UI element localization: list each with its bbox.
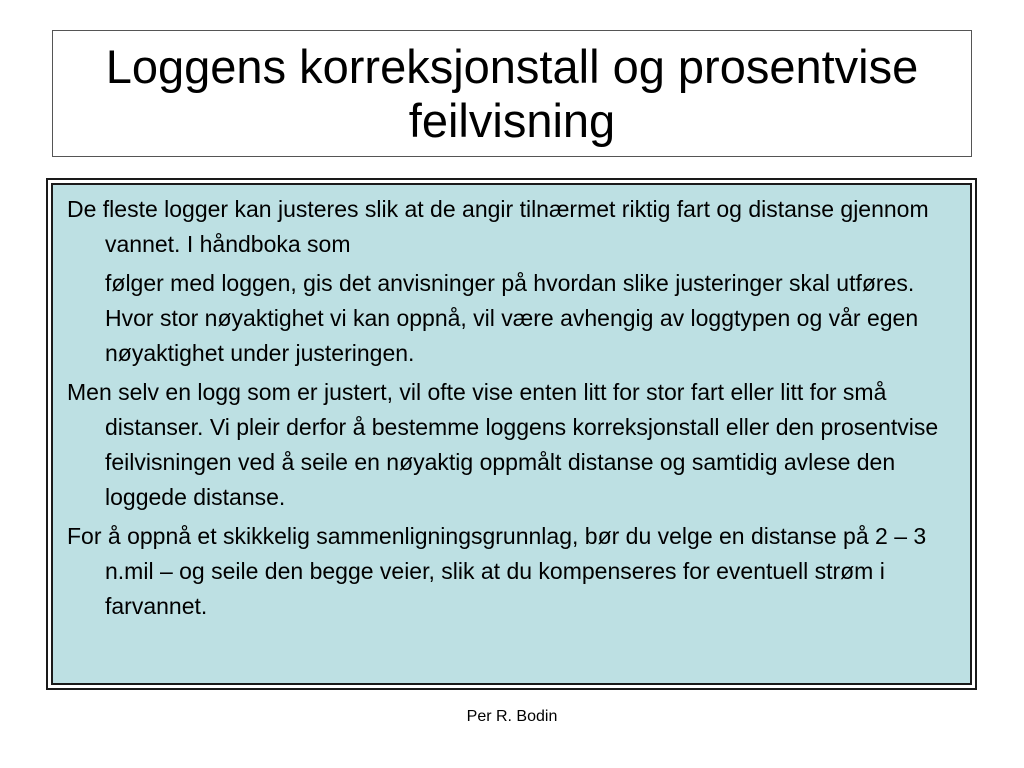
title-box <box>52 30 972 157</box>
footer-author: Per R. Bodin <box>466 708 558 725</box>
content-box <box>51 183 972 685</box>
paragraph-2: Men selv en logg som er justert, vil ofte vise enten litt for stor fart eller litt for små distanser. Vi pleir derfor å bestemme loggens korreksjonstall eller den prosentvise feilvisningen ved å seile en nøyaktig oppmålt distanse og samtidig avlese den loggede distanse. <box>67 379 939 510</box>
slide-title: Loggens korreksjonstall og prosentvise feilvisning <box>105 39 919 147</box>
paragraph-3: For å oppnå et skikkelig sammenligningsgrunnlag, bør du velge en distanse på 2 – 3 n.mil – og seile den begge veier, slik at du kompenseres for eventuell strøm i farvannet. <box>67 523 927 619</box>
content-frame <box>46 178 977 690</box>
paragraph-1: De fleste logger kan justeres slik at de angir tilnærmet riktig fart og distanse gjennom vannet. I håndboka som <box>67 196 929 257</box>
paragraph-1-continuation: følger med loggen, gis det anvisninger på hvordan slike justeringer skal utføres. Hvor stor nøyaktighet vi kan oppnå, vil være avhengig av loggtypen og vår egen nøyaktighet under justeringen. <box>105 270 919 366</box>
